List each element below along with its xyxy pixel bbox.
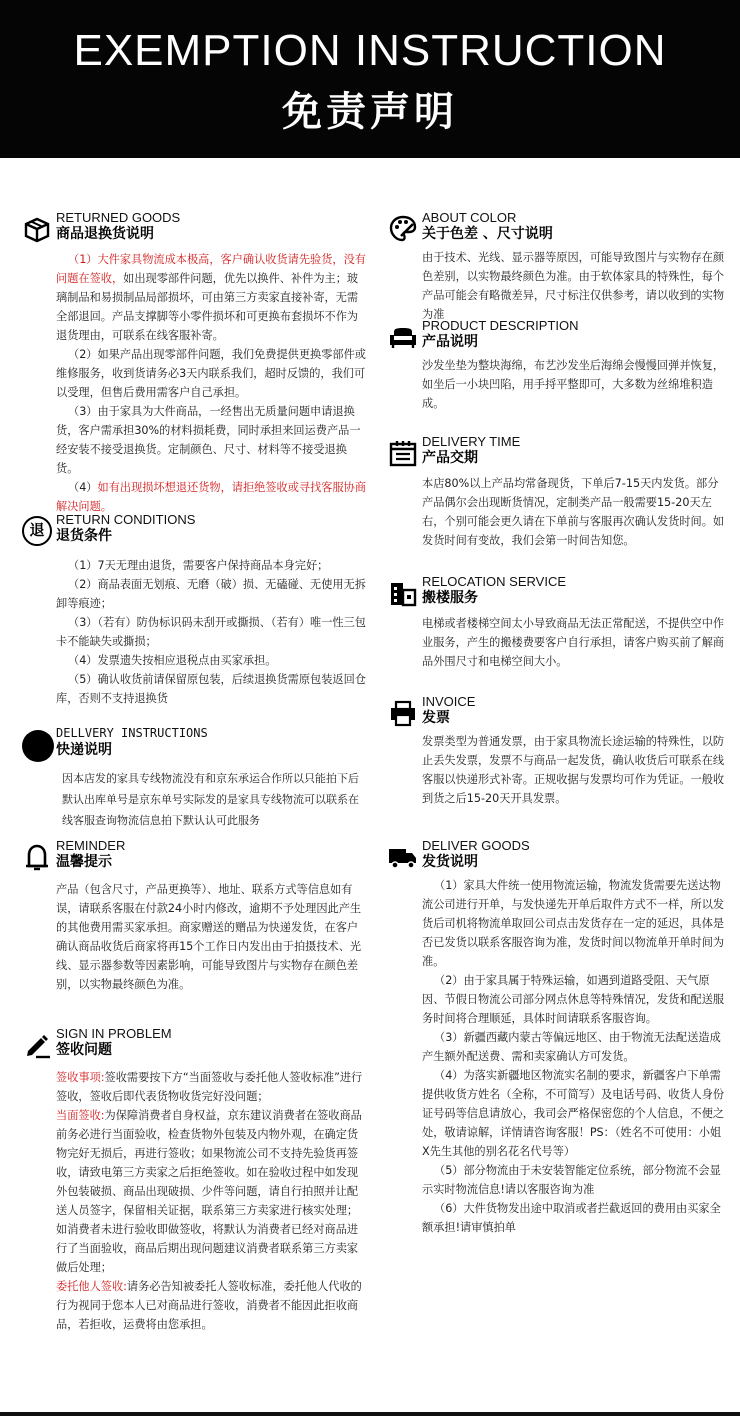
calendar-icon — [388, 438, 418, 468]
palette-icon — [388, 214, 418, 244]
list-item: （1）家具大件统一使用物流运输，物流发货需要先送达物流公司进行开单，与发快递先开单后取件方式不一样，所以发货后司机将物流单取回公司点击发货存在一定的延迟，具体是否已发货以联系客服咨询为准，发货时间以物流单开单时间为准。 — [422, 879, 725, 968]
list-item: （2）由于家具属于特殊运输，如遇到道路受阻、天气原因、节假日物流公司部分网点休息等特殊情况，发货和配送服务时间将合理顺延，具体时间请联系客服咨询。 — [422, 974, 725, 1025]
list-item: （3）（若有）防伪标识码未刮开或撕损、（若有）唯一性三包卡不能缺失或撕损； — [56, 616, 366, 648]
sign-in-b1-label: 签收事项: — [56, 1071, 105, 1084]
returned-goods-p1-highlight: （1）大件家具物流成本极高，客户确认收货请先验货，没有问题在签收， — [56, 253, 366, 285]
invoice-title-cn: 发票 — [422, 710, 450, 726]
return-icon-char: 退 — [29, 521, 45, 539]
deliver-goods-body — [422, 876, 728, 1237]
delivery-instructions-body: 因本店发的家具专线物流没有和京东承运合作所以只能拍下后默认出库单号是京东单号实际发的是家具专线物流可以联系在线客服查询物流信息拍下默认认可此服务 — [62, 772, 359, 827]
list-item: （4）为落实新疆地区物流实名制的要求，新疆客户下单需提供收货方姓名（全称，不可简写）及电话号码、收货人身份证号码等信息请放心，我司会严格保密您的个人信息，不便之处，敬请谅解，详情请咨询客服！PS：（姓名不可使用：小姐X先生其他的别名花名代号等） — [422, 1069, 725, 1158]
section-relocation-service — [388, 574, 718, 618]
relocation-title-en: RELOCATION SERVICE — [422, 574, 566, 589]
section-delivery-time — [388, 434, 718, 478]
returned-goods-body — [56, 250, 366, 516]
returned-goods-title-en: RETURNED GOODS — [56, 210, 181, 225]
returned-goods-title-cn: 商品退换货说明 — [56, 226, 154, 242]
list-item: （2）商品表面无划痕、无磨（破）损、无磕碰、无使用无拆卸等痕迹； — [56, 578, 366, 610]
building-icon — [388, 578, 418, 608]
list-item: （1）7天无理由退货，需要客户保持商品本身完好； — [68, 559, 329, 572]
footer-divider — [0, 1412, 740, 1416]
list-item: （3）新疆西藏内蒙古等偏远地区、由于物流无法配送造成产生额外配送费、需和卖家确认方可发货。 — [422, 1031, 721, 1063]
invoice-body: 发票类型为普通发票，由于家具物流长途运输的特殊性，以防止丢失发票，发票不与商品一起发货，确认收货后可联系在线客服以快递形式补寄。正规收据与发票均可作为凭证。一般收到货之后15-20天开具发票。 — [422, 735, 725, 805]
title-cn: 免责声明 — [282, 89, 458, 135]
header-banner — [0, 0, 740, 158]
about-color-title-en: ABOUT COLOR — [422, 210, 517, 225]
deliver-goods-title-cn: 发货说明 — [422, 854, 478, 870]
list-item: （4）发票遗失按相应退税点由买家承担。 — [68, 654, 277, 667]
product-description-title-en: PRODUCT DESCRIPTION — [422, 318, 579, 333]
delivery-instructions-title-cn: 快递说明 — [56, 742, 112, 758]
returned-goods-p3: （3）由于家具为大件商品，一经售出无质量问题申请退换货，客户需承担30%的材料损耗费，同时承担来回运费产品一经安装不接受退换货。定制颜色、尺寸、材料等不接受退换货。 — [56, 405, 361, 475]
section-returned-goods — [22, 210, 352, 254]
sign-in-b3-label: 委托他人签收: — [56, 1280, 127, 1293]
relocation-title-cn: 搬楼服务 — [422, 590, 478, 606]
about-color-title-cn: 关于色差 、尺寸说明 — [422, 226, 553, 242]
list-item: （5）确认收货前请保留原包装，后续退换货需原包装返回仓库，否则不支持退换货 — [56, 673, 366, 705]
return-conditions-title-cn: 退货条件 — [56, 528, 112, 544]
reminder-body: 产品（包含尺寸，产品更换等）、地址、联系方式等信息如有误，请联系客服在付款24小时内修改，逾期不予处理因此产生的其他费用需买家承担。商家赠送的赠品为快递发货，在客户确认商品收货后商家将再15个工作日内发出由于拍摄技术、光线、显示器参数等因素影响，可能导致图片与实物存在颜色差别，以实物最终颜色为准。 — [56, 883, 362, 991]
truck-icon — [388, 842, 418, 872]
printer-icon — [388, 698, 418, 728]
delivery-time-title-en: DELIVERY TIME — [422, 434, 521, 449]
return-circle-icon — [22, 516, 52, 546]
deliver-goods-title-en: DELIVER GOODS — [422, 838, 530, 853]
delivery-time-body: 本店80%以上产品均常备现货，下单后7-15天内发货。部分产品偶尔会出现断货情况，定制类产品一般需要15-20天左右，个别可能会更久请在下单前与客服再次确认发货时间。如发货时间有变故，我们会第一时间告知您。 — [422, 477, 725, 547]
sign-in-b3: 请务必告知被委托人签收标准，委托他人代收的行为视同于您本人已对商品进行签收，消费者不能因此拒收商品，若拒收，运费将由您承担。 — [56, 1280, 362, 1331]
relocation-body: 电梯或者楼梯空间太小导致商品无法正常配送，不提供空中作业服务，产生的搬楼费要客户自行承担，请客户购买前了解商品外围尺寸和电梯空间大小。 — [422, 617, 725, 668]
returned-goods-p2: （2）如果产品出现零部件问题，我们免费提供更换零部件或维修服务，收到货请务必3天内联系我们，超时反馈的，我们可以受理，但售后费用需客户自己承担。 — [56, 348, 366, 399]
black-dot-icon — [22, 730, 54, 762]
returned-goods-p4-highlight: 如有出现损坏想退还货物，请拒绝签收或寻找客服协商解决问题。 — [56, 481, 367, 513]
bell-icon — [22, 842, 52, 872]
reminder-title-cn: 温馨提示 — [56, 854, 112, 870]
sign-in-b2: 为保障消费者自身权益，京东建议消费者在签收商品前务必进行当面验收，检查货物外包装及内物外观，在确定货物完好无损后，再进行签收；如果物流公司不支持先验货再签收，请致电第三方卖家之后拒绝签收。如在验收过程中如发现外包装破损、商品出现破损、少件等问题，请自行拍照并让配送人员签字，保留相关证据，联系第三方卖家进行核实处理；如消费者未进行验收即做签收，将默认为消费者已经对商品进行了当面验收，商品后期出现问题建议消费者联系第三方卖家做后处理； — [56, 1109, 362, 1274]
section-sign-in-problem — [22, 1026, 352, 1070]
section-return-conditions — [22, 512, 352, 556]
sign-in-title-cn: 签收问题 — [56, 1042, 112, 1058]
section-delivery-instructions — [22, 726, 352, 770]
reminder-title-en: REMINDER — [56, 838, 126, 853]
section-reminder — [22, 838, 352, 882]
sign-in-b2-label: 当面签收: — [56, 1109, 105, 1122]
title-en: EXEMPTION INSTRUCTION — [73, 26, 667, 75]
product-description-title-cn: 产品说明 — [422, 334, 478, 350]
returned-goods-p4-prefix: （4） — [68, 481, 98, 494]
list-item: （6）大件货物发出途中取消或者拦截返回的费用由买家全额承担!请审慎拍单 — [422, 1202, 721, 1234]
box-icon — [22, 214, 52, 244]
sign-in-body — [56, 1068, 366, 1334]
pen-icon — [22, 1030, 52, 1060]
delivery-time-title-cn: 产品交期 — [422, 450, 478, 466]
return-conditions-body — [56, 556, 366, 708]
return-conditions-title-en: RETURN CONDITIONS — [56, 512, 196, 527]
sign-in-title-en: SIGN IN PROBLEM — [56, 1026, 172, 1041]
returned-goods-p1: 如出现零部件问题，优先以换件、补件为主；玻璃制品和易损制品局部损坏，可由第三方卖家直接补寄，无需全部退回。产品支撑脚等小零件损坏和可更换布套损坏不作为退货理由，可联系在线客服补寄。 — [56, 272, 359, 342]
list-item: （5）部分物流由于未安装智能定位系统，部分物流不会显示实时物流信息!请以客服咨询为准 — [422, 1164, 721, 1196]
sofa-icon — [388, 322, 418, 352]
about-color-body: 由于技术、光线、显示器等原因，可能导致图片与实物存在颜色差别，以实物最终颜色为准。由于软体家具的特殊性，每个产品可能会有略微差异，尺寸标注仅供参考，请以收到的实物为准 — [422, 251, 725, 321]
invoice-title-en: INVOICE — [422, 694, 476, 709]
product-description-body: 沙发坐垫为整块海绵，布艺沙发坐后海绵会慢慢回弹并恢复，如坐后一小块凹陷，用手捋平整即可，大多数为丝绵堆积造成。 — [422, 359, 725, 410]
sign-in-b1: 签收需要按下方“当面签收与委托他人签收标准”进行签收，签收后即代表货物收货完好没问题； — [56, 1071, 363, 1103]
delivery-instructions-title-en: DELLVERY INSTRUCTIONS — [56, 726, 208, 740]
